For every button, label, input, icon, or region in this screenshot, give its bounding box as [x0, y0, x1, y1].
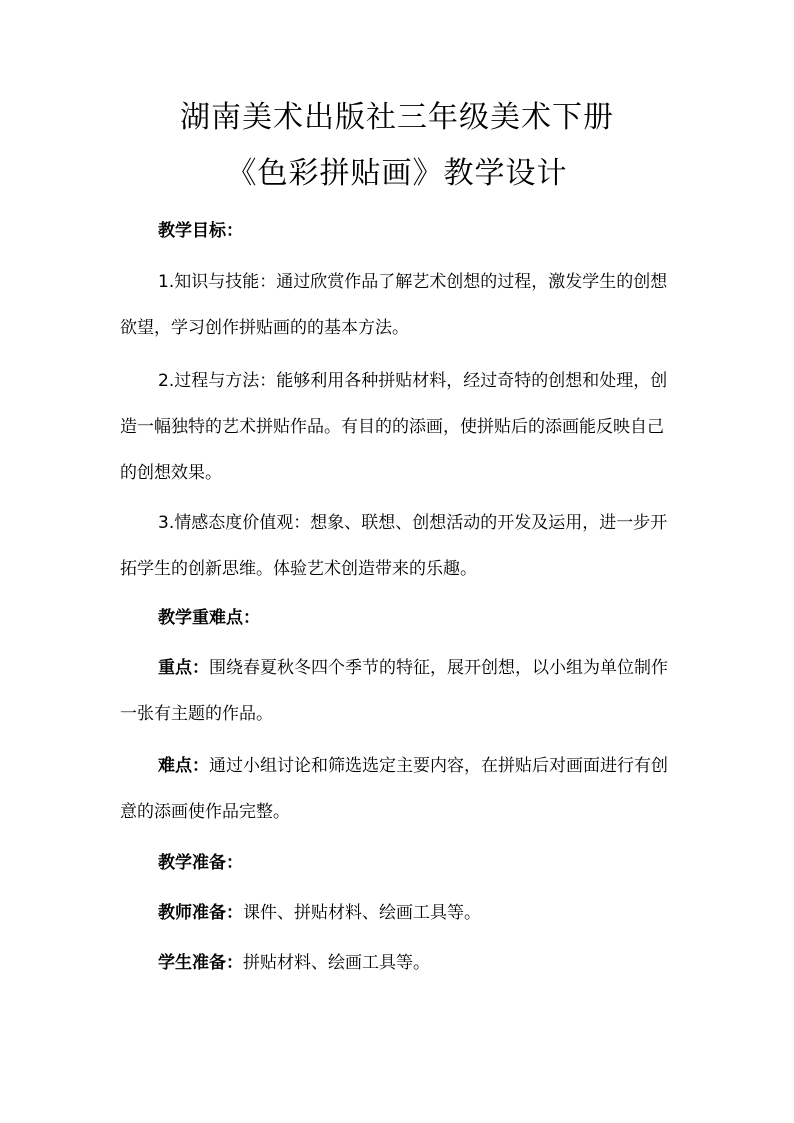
difficulty-label: 难点： — [158, 756, 209, 776]
student-prep-paragraph — [120, 940, 676, 986]
focus-text: 围绕春夏秋冬四个季节的特征，展开创想，以小组为单位制作一张有主题的作品。 — [120, 658, 668, 724]
difficulty-paragraph — [120, 743, 676, 835]
objectives-heading: 教学目标： — [158, 221, 243, 241]
key-points-heading: 教学重难点： — [158, 608, 260, 628]
preparation-heading: 教学准备： — [158, 853, 243, 873]
teacher-prep-label: 教师准备： — [158, 903, 243, 923]
difficulty-text: 通过小组讨论和筛选选定主要内容，在拼贴后对画面进行有创意的添画使作品完整。 — [120, 756, 668, 822]
objective-item-1: 1.知识与技能：通过欣赏作品了解艺术创想的过程，激发学生的创想欲望，学习创作拼贴画的的基本方法。 — [120, 272, 668, 338]
title-line-1: 湖南美术出版社三年级美术下册 — [180, 100, 614, 135]
teacher-prep-paragraph — [120, 890, 676, 936]
title-line-2: 《色彩拼贴画》教学设计 — [226, 156, 568, 191]
student-prep-label: 学生准备： — [158, 953, 243, 973]
objective-item-2: 2.过程与方法：能够利用各种拼贴材料，经过奇特的创想和处理，创造一幅独特的艺术拼贴作品。有目的的添画，使拼贴后的添画能反映自己的创想效果。 — [120, 371, 668, 483]
objective-item-3: 3.情感态度价值观：想象、联想、创想活动的开发及运用，进一步开拓学生的创新思维。体验艺术创造带来的乐趣。 — [120, 513, 668, 579]
focus-label: 重点： — [158, 658, 209, 678]
student-prep-text: 拼贴材料、绘画工具等。 — [243, 953, 430, 973]
focus-paragraph — [120, 645, 676, 737]
teacher-prep-text: 课件、拼贴材料、绘画工具等。 — [243, 903, 481, 923]
